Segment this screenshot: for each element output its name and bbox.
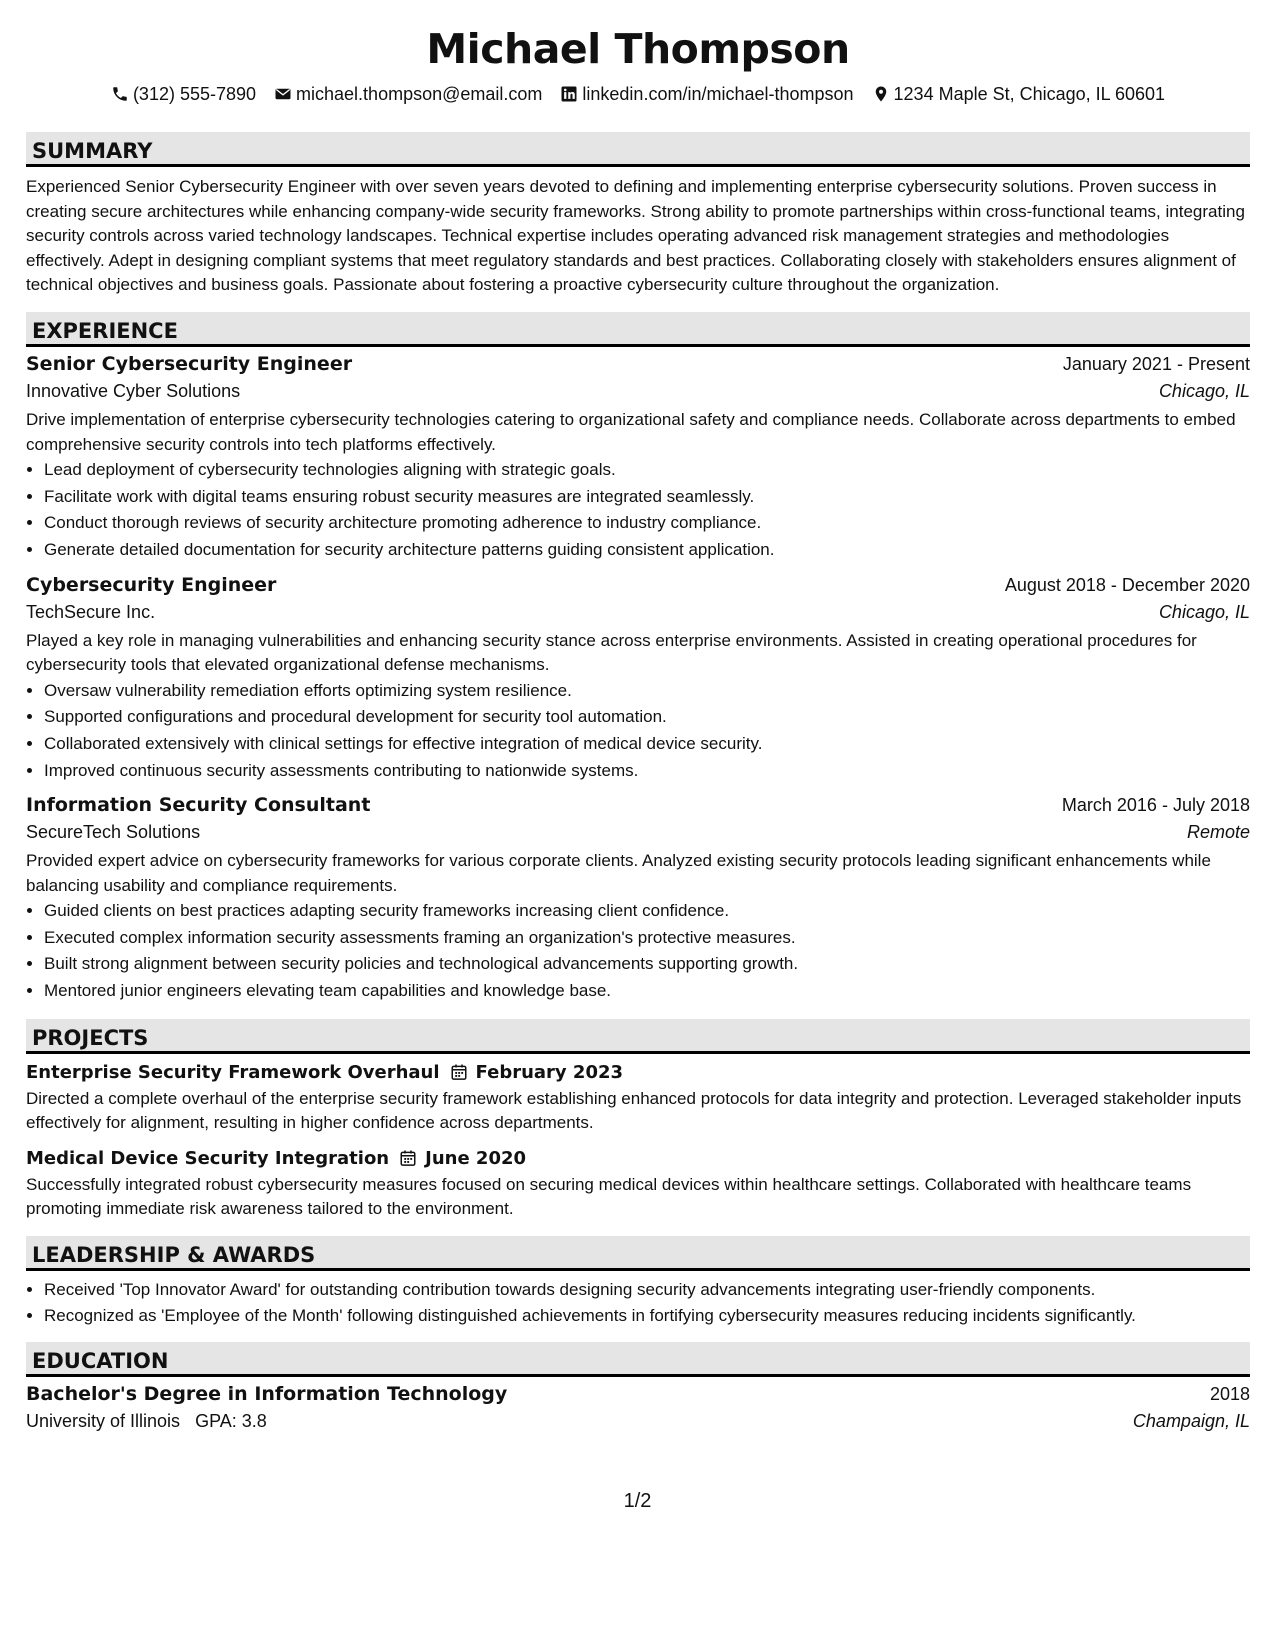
list-item: • Guided clients on best practices adapting security frameworks increasing client confidence. bbox=[44, 898, 1250, 925]
list-item: • Received 'Top Innovator Award' for outstanding contribution towards designing security advancements integrating user-friendly components. bbox=[44, 1277, 1250, 1304]
job-company: TechSecure Inc. bbox=[26, 601, 156, 622]
list-item: • Oversaw vulnerability remediation efforts optimizing system resilience. bbox=[44, 678, 1250, 705]
page-number: 1/2 bbox=[623, 1490, 652, 1512]
project-date bbox=[450, 1062, 623, 1083]
experience-heading: EXPERIENCE bbox=[26, 312, 1250, 347]
job-location: Chicago, IL bbox=[1158, 380, 1250, 401]
job-location: Chicago, IL bbox=[1158, 601, 1250, 622]
project-description: Successfully integrated robust cybersecurity measures focused on securing medical devices within healthcare settings. Collaborated with healthcare teams promoting immediate risk awareness tailored to the environment. bbox=[26, 1174, 1192, 1219]
job-company: Innovative Cyber Solutions bbox=[26, 380, 241, 401]
job-bullets bbox=[26, 678, 1250, 784]
list-item: • Lead deployment of cybersecurity technologies aligning with strategic goals. bbox=[44, 457, 1250, 484]
education-heading: EDUCATION bbox=[26, 1342, 1250, 1377]
job-dates: August 2018 - December 2020 bbox=[1004, 574, 1250, 595]
job-entry bbox=[26, 353, 1250, 564]
leadership-bullets bbox=[26, 1277, 1250, 1328]
contact-linkedin-text: linkedin.com/in/michael-thompson bbox=[582, 84, 854, 104]
leadership-heading: LEADERSHIP & AWARDS bbox=[26, 1236, 1250, 1271]
contact-address-text: 1234 Maple St, Chicago, IL 60601 bbox=[893, 84, 1166, 104]
list-item: • Conduct thorough reviews of security architecture promoting adherence to industry compliance. bbox=[44, 510, 1250, 537]
job-dates: March 2016 - July 2018 bbox=[1061, 795, 1250, 816]
summary-text: Experienced Senior Cybersecurity Engineer with over seven years devoted to defining and implementing enterprise cybersecurity solutions. Proven success in creating secure architectures while enhancing company-wide security frameworks. Strong ability to promote partnerships within cross-functional teams, integrating security controls across varied technology landscapes. Technical expertise includes operating advanced risk management strategies and methodologies effectively. Adept in designing compliant systems that meet regulatory standards and best practices. Collaborating closely with stakeholders ensures alignment of technical objectives and business goals. Passionate about fostering a proactive cybersecurity culture throughout the organization. bbox=[26, 177, 1245, 295]
graduation-year: 2018 bbox=[1209, 1383, 1250, 1404]
list-item: • Recognized as 'Employee of the Month' following distinguished achievements in fortifying cybersecurity measures reducing incidents significantly. bbox=[44, 1304, 1250, 1328]
job-title: Information Security Consultant bbox=[26, 794, 371, 817]
list-item: • Supported configurations and procedural development for security tool automation. bbox=[44, 704, 1250, 731]
job-title: Senior Cybersecurity Engineer bbox=[26, 352, 353, 375]
job-bullets bbox=[26, 457, 1250, 563]
job-description: Played a key role in managing vulnerabilities and enhancing security stance across enterprise environments. Assisted in creating operational procedures for cybersecurity tools that elevated organizational defense mechanisms. bbox=[26, 630, 1197, 675]
school-info bbox=[26, 1411, 267, 1432]
list-item: • Mentored junior engineers elevating team capabilities and knowledge base. bbox=[44, 978, 1250, 1005]
contact-email[interactable] bbox=[274, 80, 542, 108]
project-title: Medical Device Security Integration bbox=[26, 1147, 390, 1169]
map-pin-icon bbox=[872, 85, 890, 103]
project-description: Directed a complete overhaul of the enterprise security framework establishing enhanced protocols for data integrity and protection. Leveraged stakeholder inputs effectively for alignment, resulting in higher confidence across departments. bbox=[26, 1088, 1242, 1133]
project-entry bbox=[26, 1148, 1250, 1222]
job-description: Provided expert advice on cybersecurity frameworks for various corporate clients. Analyzed existing security protocols leading significant enhancements while balancing usability and compliance requirements. bbox=[26, 851, 1211, 895]
calendar-icon bbox=[450, 1063, 468, 1081]
resume-page bbox=[26, 0, 1250, 1432]
calendar-icon bbox=[399, 1149, 417, 1167]
contact-phone bbox=[111, 80, 256, 108]
project-date-text: June 2020 bbox=[425, 1147, 527, 1169]
contact-phone-text: (312) 555-7890 bbox=[132, 84, 257, 104]
job-entry bbox=[26, 794, 1250, 1005]
job-entry bbox=[26, 574, 1250, 785]
linkedin-icon bbox=[560, 85, 578, 103]
contact-email-text: michael.thompson@email.com bbox=[296, 84, 543, 104]
education-entry bbox=[26, 1383, 1250, 1432]
phone-icon bbox=[111, 85, 129, 103]
contact-address bbox=[872, 80, 1166, 108]
list-item: • Improved continuous security assessments contributing to nationwide systems. bbox=[44, 758, 1250, 785]
contact-linkedin[interactable] bbox=[560, 80, 853, 108]
job-location: Remote bbox=[1186, 822, 1250, 843]
job-dates: January 2021 - Present bbox=[1062, 353, 1250, 374]
list-item: • Collaborated extensively with clinical settings for effective integration of medical device security. bbox=[44, 731, 1250, 758]
list-item: • Generate detailed documentation for security architecture patterns guiding consistent application. bbox=[44, 537, 1250, 564]
project-title: Enterprise Security Framework Overhaul bbox=[26, 1061, 440, 1083]
list-item: • Executed complex information security assessments framing an organization's protective measures. bbox=[44, 925, 1250, 952]
gpa: GPA: 3.8 bbox=[195, 1410, 267, 1431]
project-entry bbox=[26, 1062, 1250, 1136]
envelope-icon bbox=[274, 85, 292, 103]
summary-heading: SUMMARY bbox=[26, 132, 1250, 167]
job-title: Cybersecurity Engineer bbox=[26, 573, 277, 596]
job-company: SecureTech Solutions bbox=[26, 822, 201, 843]
list-item: • Built strong alignment between security policies and technological advancements supporting growth. bbox=[44, 951, 1250, 978]
project-date-text: February 2023 bbox=[475, 1061, 624, 1083]
contact-bar bbox=[26, 80, 1250, 108]
list-item: • Facilitate work with digital teams ensuring robust security measures are integrated seamlessly. bbox=[44, 484, 1250, 511]
job-description: Drive implementation of enterprise cybersecurity technologies catering to organizational safety and compliance needs. Collaborate across departments to embed comprehensive security controls into tech platforms effectively. bbox=[26, 409, 1236, 454]
candidate-name: Michael Thompson bbox=[426, 25, 850, 73]
project-date bbox=[399, 1148, 526, 1169]
projects-heading: PROJECTS bbox=[26, 1019, 1250, 1054]
school-name: University of Illinois bbox=[26, 1410, 181, 1431]
school-location: Champaign, IL bbox=[1132, 1410, 1250, 1431]
job-bullets bbox=[26, 898, 1250, 1004]
degree: Bachelor's Degree in Information Technology bbox=[26, 1382, 508, 1405]
